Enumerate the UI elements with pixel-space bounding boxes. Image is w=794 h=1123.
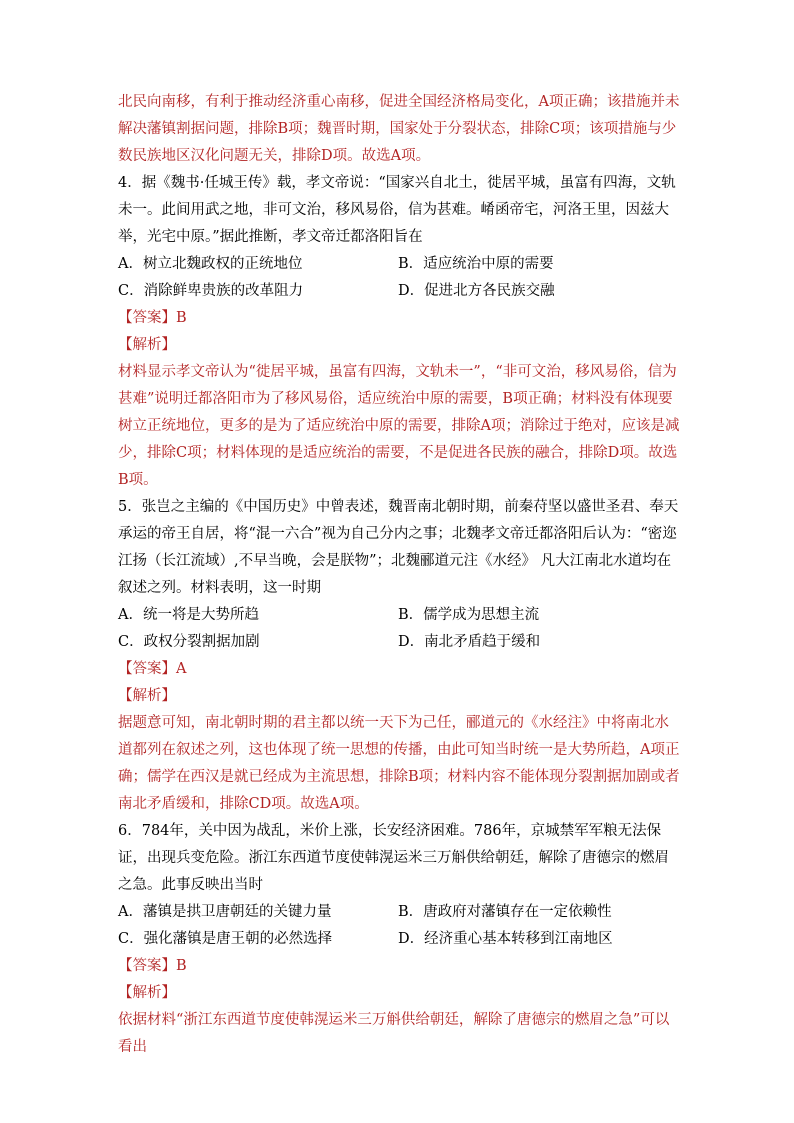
- q6-option-c: C．强化藩镇是唐王朝的必然选择: [118, 931, 333, 947]
- q5-answer: 【答案】A: [118, 661, 187, 677]
- q4-analysis-text: 材料显示孝文帝认为“徙居平城，虽富有四海，文轨未一”，“非可文治，移风易俗，信为甚难”说明迁都洛阳市为了移风易俗，适应统治中原的需要，B项正确；材料没有体现要树立正统地位，更多的是为了适应统治中原的需要，排除A项；消除过于绝对，应该是减少，排除C项；材料体现的是适应统治的需要，不是促进各民族的融合，排除D项。故选B项。: [118, 364, 680, 488]
- q4-option-b: B．适应统治中原的需要: [398, 256, 554, 272]
- q6-answer: 【答案】B: [118, 958, 187, 974]
- q4-stem: 4．据《魏书·任城王传》载，孝文帝说：“国家兴自北土，徙居平城，虽富有四海，文轨未一。此间用武之地，非可文治，移风易俗，信为甚难。崤函帝宅，河洛王里，因兹大举，光宅中原。”据此推断，孝文帝迁都洛阳旨在: [118, 175, 676, 245]
- q5-option-b: B．儒学成为思想主流: [398, 607, 540, 623]
- q5-options: [118, 602, 680, 656]
- q6-option-a: A．藩镇是拱卫唐朝廷的关键力量: [118, 904, 332, 920]
- q6-analysis-text: 依据材料“浙江东西道节度使韩滉运米三万斛供给朝廷，解除了唐德宗的燃眉之急”可以看出: [118, 1012, 670, 1055]
- q3-analysis-text: 北民向南移，有利于推动经济重心南移，促进全国经济格局变化，A项正确；该措施并未解决藩镇割据问题，排除B项；魏晋时期，国家处于分裂状态，排除C项；该项措施与少数民族地区汉化问题无关，排除D项。故选A项。: [118, 94, 680, 164]
- q4-option-c: C．消除鲜卑贵族的改革阻力: [118, 283, 304, 299]
- q5-stem: 5．张岂之主编的《中国历史》中曾表述，魏晋南北朝时期，前秦苻坚以盛世圣君、奉天承运的帝王自居，将“混一六合”视为自己分内之事；北魏孝文帝迁都洛阳后认为：“密迩江扬（长江流域）,不早当晚，会是朕物”；北魏郦道元注《水经》 凡大江南北水道均在叙述之列。材料表明，这一时期: [118, 499, 679, 596]
- q5-option-a: A．统一将是大势所趋: [118, 607, 259, 623]
- q4-option-a: A．树立北魏政权的正统地位: [118, 256, 303, 272]
- q5-analysis-text: 据题意可知，南北朝时期的君主都以统一天下为己任，郦道元的《水经注》中将南北水道都列在叙述之列，这也体现了统一思想的传播，由此可知当时统一是大势所趋，A项正确；儒学在西汉是就已经成为主流思想，排除B项；材料内容不能体现分裂割据加剧或者南北矛盾缓和，排除CD项。故选A项。: [118, 715, 680, 812]
- q6-analysis-label: 【解析】: [118, 985, 176, 1001]
- q6-option-b: B．唐政府对藩镇存在一定依赖性: [398, 904, 612, 920]
- q5-option-c: C．政权分裂割据加剧: [118, 634, 260, 650]
- q6-options: [118, 899, 680, 953]
- q5-analysis-label: 【解析】: [118, 688, 176, 704]
- q6-option-d: D．经济重心基本转移到江南地区: [398, 931, 613, 947]
- q4-option-d: D．促进北方各民族交融: [398, 283, 555, 299]
- q6-stem: 6．784年，关中因为战乱，米价上涨，长安经济困难。786年，京城禁军军粮无法保证，出现兵变危险。浙江东西道节度使韩滉运米三万斛供给朝廷，解除了唐德宗的燃眉之急。此事反映出当时: [118, 823, 669, 893]
- q4-analysis-label: 【解析】: [118, 337, 176, 353]
- q5-option-d: D．南北矛盾趋于缓和: [398, 634, 541, 650]
- document-page: [118, 89, 680, 1061]
- q4-options: [118, 251, 680, 305]
- q4-answer: 【答案】B: [118, 310, 187, 326]
